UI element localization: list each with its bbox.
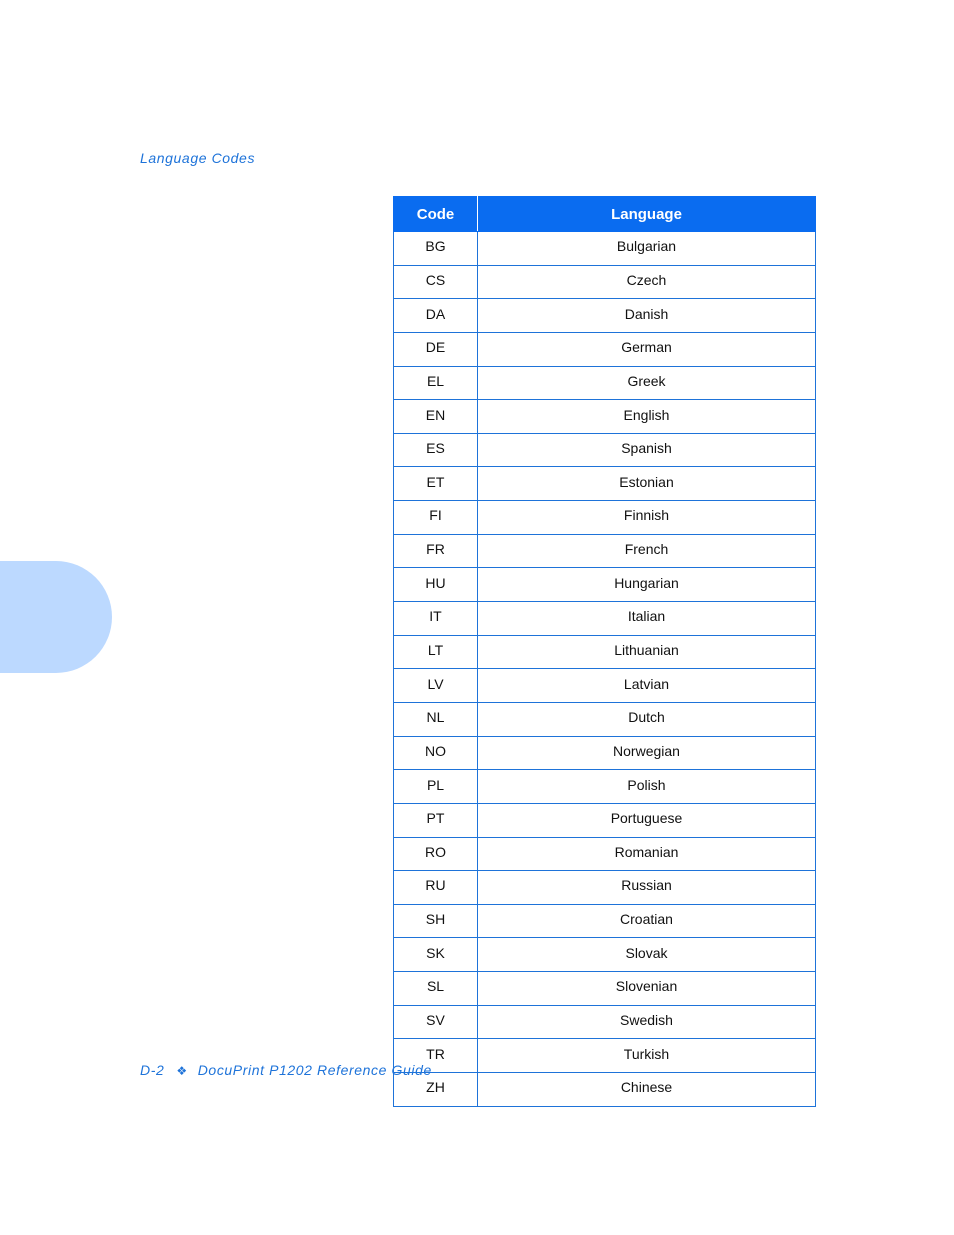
code-cell: RU xyxy=(394,871,478,905)
table-row xyxy=(394,265,816,299)
column-header-code: Code xyxy=(394,197,478,232)
code-cell: DE xyxy=(394,332,478,366)
table-row xyxy=(394,400,816,434)
language-codes-table-container xyxy=(393,196,815,1107)
language-cell: Slovenian xyxy=(478,972,816,1006)
code-cell: TR xyxy=(394,1039,478,1073)
table-row xyxy=(394,837,816,871)
table-row xyxy=(394,736,816,770)
table-header-row xyxy=(394,197,816,232)
language-cell: Dutch xyxy=(478,702,816,736)
table-row xyxy=(394,871,816,905)
table-row xyxy=(394,602,816,636)
language-cell: Polish xyxy=(478,770,816,804)
language-cell: Slovak xyxy=(478,938,816,972)
chapter-side-tab xyxy=(0,561,112,673)
table-row xyxy=(394,433,816,467)
language-cell: Danish xyxy=(478,299,816,333)
code-cell: SV xyxy=(394,1005,478,1039)
diamond-separator-icon: ❖ xyxy=(176,1064,188,1078)
language-cell: Bulgarian xyxy=(478,232,816,266)
table-row xyxy=(394,366,816,400)
column-header-language: Language xyxy=(478,197,816,232)
language-cell: Turkish xyxy=(478,1039,816,1073)
table-row xyxy=(394,534,816,568)
language-cell: Estonian xyxy=(478,467,816,501)
code-cell: FR xyxy=(394,534,478,568)
code-cell: HU xyxy=(394,568,478,602)
guide-title: DocuPrint P1202 Reference Guide xyxy=(197,1062,432,1078)
code-cell: EL xyxy=(394,366,478,400)
code-cell: ZH xyxy=(394,1073,478,1107)
table-row xyxy=(394,770,816,804)
code-cell: NO xyxy=(394,736,478,770)
table-row xyxy=(394,299,816,333)
table-row xyxy=(394,332,816,366)
page-footer xyxy=(140,1062,432,1078)
code-cell: SH xyxy=(394,904,478,938)
language-cell: Lithuanian xyxy=(478,635,816,669)
code-cell: DA xyxy=(394,299,478,333)
page-number: D-2 xyxy=(140,1062,165,1078)
language-cell: Russian xyxy=(478,871,816,905)
language-cell: English xyxy=(478,400,816,434)
table-row xyxy=(394,1005,816,1039)
code-cell: SK xyxy=(394,938,478,972)
table-row xyxy=(394,501,816,535)
table-row xyxy=(394,635,816,669)
language-cell: French xyxy=(478,534,816,568)
code-cell: ET xyxy=(394,467,478,501)
table-row xyxy=(394,702,816,736)
table-row xyxy=(394,803,816,837)
language-cell: Croatian xyxy=(478,904,816,938)
code-cell: EN xyxy=(394,400,478,434)
language-codes-table xyxy=(393,196,816,1107)
table-row xyxy=(394,972,816,1006)
language-cell: Norwegian xyxy=(478,736,816,770)
code-cell: RO xyxy=(394,837,478,871)
language-cell: Finnish xyxy=(478,501,816,535)
table-row xyxy=(394,904,816,938)
code-cell: SL xyxy=(394,972,478,1006)
table-row xyxy=(394,938,816,972)
table-row xyxy=(394,568,816,602)
code-cell: NL xyxy=(394,702,478,736)
language-cell: Portuguese xyxy=(478,803,816,837)
code-cell: ES xyxy=(394,433,478,467)
running-header-title: Language Codes xyxy=(140,150,256,166)
code-cell: LT xyxy=(394,635,478,669)
language-cell: German xyxy=(478,332,816,366)
code-cell: BG xyxy=(394,232,478,266)
language-cell: Swedish xyxy=(478,1005,816,1039)
language-cell: Italian xyxy=(478,602,816,636)
table-row xyxy=(394,467,816,501)
language-cell: Czech xyxy=(478,265,816,299)
table-row xyxy=(394,669,816,703)
language-cell: Latvian xyxy=(478,669,816,703)
table-row xyxy=(394,232,816,266)
table-row xyxy=(394,1073,816,1107)
code-cell: PT xyxy=(394,803,478,837)
language-cell: Spanish xyxy=(478,433,816,467)
code-cell: LV xyxy=(394,669,478,703)
code-cell: PL xyxy=(394,770,478,804)
code-cell: FI xyxy=(394,501,478,535)
language-cell: Chinese xyxy=(478,1073,816,1107)
language-cell: Greek xyxy=(478,366,816,400)
language-cell: Hungarian xyxy=(478,568,816,602)
language-cell: Romanian xyxy=(478,837,816,871)
table-row xyxy=(394,1039,816,1073)
code-cell: IT xyxy=(394,602,478,636)
code-cell: CS xyxy=(394,265,478,299)
